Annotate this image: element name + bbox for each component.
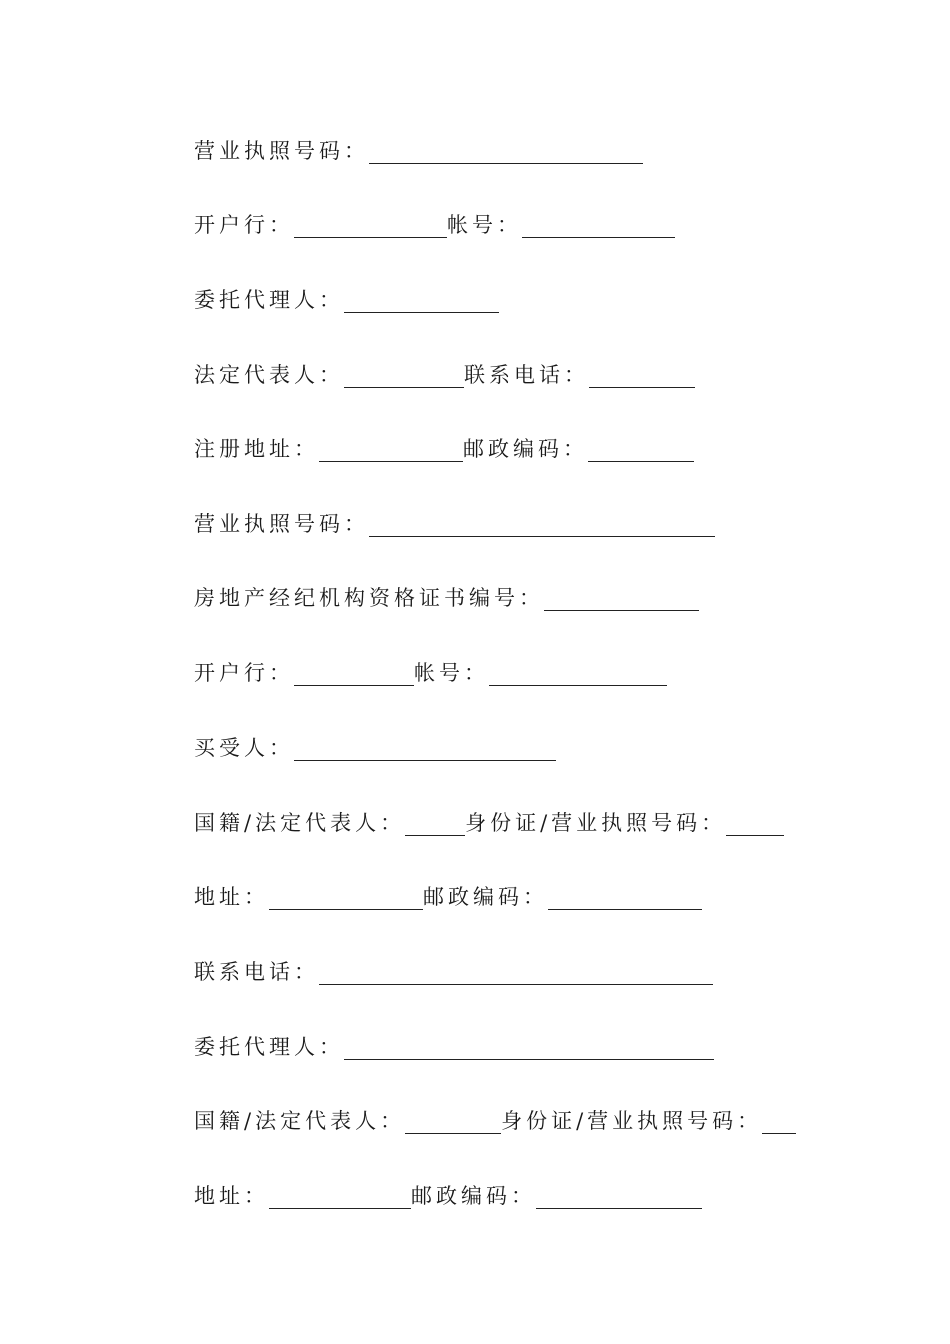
agent-label: 委托代理人： — [194, 288, 344, 312]
bank-label: 开户行： — [194, 213, 294, 237]
address-label: 地址： — [194, 885, 269, 909]
postal-code-blank[interactable] — [536, 1187, 702, 1209]
id-label: 身份证/营业执照号码： — [465, 811, 727, 835]
postal-code-label: 邮政编码： — [411, 1184, 536, 1208]
nationality-blank[interactable] — [405, 814, 465, 836]
account-blank[interactable] — [489, 664, 667, 686]
agency-cert-label: 房地产经纪机构资格证书编号： — [194, 586, 544, 610]
phone-label: 联系电话： — [464, 363, 589, 387]
id-blank[interactable] — [726, 814, 784, 836]
legal-rep-label: 法定代表人： — [194, 363, 344, 387]
buyer-label: 买受人： — [194, 736, 294, 760]
bank-blank[interactable] — [294, 216, 447, 238]
id-blank[interactable] — [762, 1112, 796, 1134]
id-label: 身份证/营业执照号码： — [501, 1109, 763, 1133]
agency-cert-row — [194, 583, 699, 613]
buyer-blank[interactable] — [294, 739, 556, 761]
bank-blank[interactable] — [294, 664, 414, 686]
bank-label: 开户行： — [194, 661, 294, 685]
address-blank[interactable] — [269, 1187, 411, 1209]
nationality-label: 国籍/法定代表人： — [194, 1109, 406, 1133]
phone-blank[interactable] — [319, 963, 713, 985]
registered-address-row — [194, 434, 694, 464]
address-label: 地址： — [194, 1184, 269, 1208]
registered-address-blank[interactable] — [319, 440, 463, 462]
account-label: 帐号： — [447, 213, 522, 237]
license-number-blank[interactable] — [369, 515, 715, 537]
postal-code-label: 邮政编码： — [423, 885, 548, 909]
phone-row — [194, 957, 713, 987]
nationality-blank[interactable] — [405, 1112, 501, 1134]
phone-blank[interactable] — [589, 366, 695, 388]
bank-account-row-2 — [194, 658, 667, 688]
address-row-2 — [194, 1181, 702, 1211]
address-row-1 — [194, 882, 702, 912]
agent-row-1 — [194, 285, 499, 315]
agent-blank[interactable] — [344, 291, 499, 313]
agent-blank[interactable] — [344, 1038, 714, 1060]
registered-address-label: 注册地址： — [194, 437, 319, 461]
license-number-row-2 — [194, 509, 715, 539]
license-number-blank[interactable] — [369, 142, 643, 164]
legal-rep-phone-row — [194, 360, 695, 390]
agent-label: 委托代理人： — [194, 1035, 344, 1059]
postal-code-blank[interactable] — [588, 440, 694, 462]
nationality-label: 国籍/法定代表人： — [194, 811, 406, 835]
nationality-id-row-2 — [194, 1106, 796, 1136]
phone-label: 联系电话： — [194, 960, 319, 984]
agent-row-2 — [194, 1032, 714, 1062]
account-label: 帐号： — [414, 661, 489, 685]
license-number-label: 营业执照号码： — [194, 512, 369, 536]
postal-code-label: 邮政编码： — [463, 437, 588, 461]
buyer-row — [194, 733, 556, 763]
agency-cert-blank[interactable] — [544, 589, 699, 611]
license-number-row-1 — [194, 136, 643, 166]
account-blank[interactable] — [522, 216, 675, 238]
postal-code-blank[interactable] — [548, 888, 702, 910]
license-number-label: 营业执照号码： — [194, 139, 369, 163]
legal-rep-blank[interactable] — [344, 366, 464, 388]
address-blank[interactable] — [269, 888, 423, 910]
bank-account-row-1 — [194, 210, 675, 240]
nationality-id-row-1 — [194, 808, 784, 838]
